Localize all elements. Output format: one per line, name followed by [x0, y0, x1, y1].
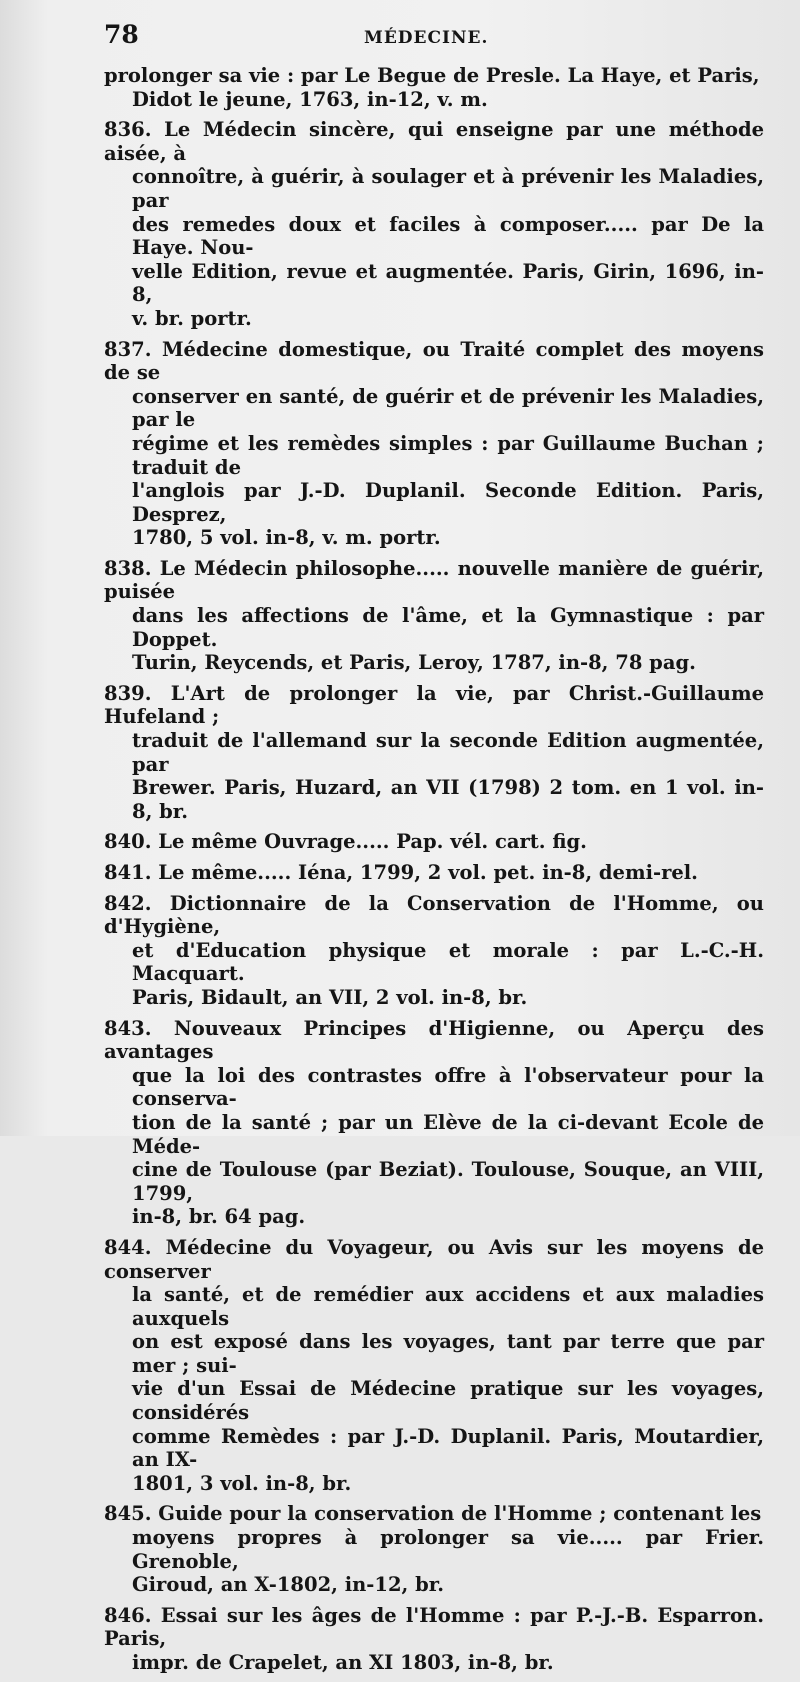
entry-line: Brewer. Paris, Huzard, an VII (1798) 2 tom. en 1 vol. in-8, br. [132, 776, 764, 823]
entry-list [104, 118, 764, 1674]
entry-line: traduit de l'allemand sur la seconde Edition augmentée, par [132, 729, 764, 776]
entry-line: régime et les remèdes simples : par Guillaume Buchan ; traduit de [132, 431, 764, 479]
entry-number: 844. [104, 1235, 152, 1259]
entry-line: Giroud, an X-1802, in-12, br. [132, 1573, 445, 1597]
entry-line [104, 557, 764, 604]
entry-line: on est exposé dans les voyages, tant par terre que par mer ; sui- [132, 1330, 764, 1377]
entry-line [104, 118, 764, 165]
entry-number: 839. [104, 681, 152, 705]
entry-line: 1801, 3 vol. in-8, br. [132, 1471, 352, 1495]
catalog-entry [104, 682, 764, 824]
entry-number: 842. [104, 891, 152, 915]
entry-line [104, 682, 764, 729]
entry-line [104, 338, 764, 385]
entry-line: comme Remèdes : par J.-D. Duplanil. Paris, Moutardier, an IX- [132, 1424, 764, 1472]
entry-text: Le Médecin sincère, qui enseigne par une méthode aisée, à [104, 118, 764, 165]
entry-line: dans les affections de l'âme, et la Gymnastique : par Doppet. [132, 604, 764, 651]
entry-line: connoître, à guérir, à soulager et à prévenir les Maladies, par [132, 165, 764, 212]
catalog-entry [104, 830, 764, 854]
entry-number: 846. [104, 1603, 152, 1627]
entry-line: velle Edition, revue et augmentée. Paris, Girin, 1696, in-8, [132, 259, 764, 307]
entry-line: v. br. portr. [132, 306, 252, 330]
entry-text: Le même..... Iéna, 1799, 2 vol. pet. in-8, demi-rel. [158, 861, 698, 884]
entry-number: 843. [104, 1016, 152, 1040]
catalog-entry [104, 338, 764, 550]
entry-text: Le Médecin philosophe..... nouvelle manière de guérir, puisée [104, 556, 764, 604]
catalog-entry [104, 892, 764, 1010]
entry-text: Médecine domestique, ou Traité complet des moyens de se [104, 337, 764, 385]
entry-line: que la loi des contrastes offre à l'observateur pour la conserva- [132, 1063, 764, 1111]
catalog-entry [104, 1604, 764, 1675]
entry-line [104, 1604, 764, 1651]
entry-number: 841. [104, 861, 152, 884]
entry-line: vie d'un Essai de Médecine pratique sur les voyages, considérés [132, 1377, 764, 1425]
entry-text: Médecine du Voyageur, ou Avis sur les moyens de conserver [104, 1235, 765, 1283]
entry-line [104, 1017, 764, 1064]
continuation-entry [104, 64, 764, 111]
page-header [104, 20, 764, 56]
entry-line: l'anglois par J.-D. Duplanil. Seconde Edition. Paris, Desprez, [132, 479, 764, 526]
entry-number: 838. [104, 556, 152, 580]
running-head: MÉDECINE. [364, 28, 489, 48]
entry-text: Guide pour la conservation de l'Homme ; contenant les [158, 1502, 762, 1526]
entry-text: Le même Ouvrage..... Pap. vél. cart. fig. [158, 830, 587, 854]
entry-line [104, 892, 764, 939]
entry-text: L'Art de prolonger la vie, par Christ.-Guillaume Hufeland ; [104, 681, 765, 729]
catalog-entry [104, 1017, 764, 1229]
entry-line: la santé, et de remédier aux accidens et aux maladies auxquels [132, 1283, 764, 1330]
entry-line: tion de la santé ; par un Elève de la ci-devant Ecole de Méde- [132, 1110, 764, 1158]
entry-line [104, 1236, 764, 1283]
entry-number: 836. [104, 118, 152, 142]
entry-line: moyens propres à prolonger sa vie..... par Frier. Grenoble, [132, 1526, 764, 1573]
entry-line: 1780, 5 vol. in-8, v. m. portr. [132, 526, 441, 550]
entry-line: impr. de Crapelet, an XI 1803, in-8, br. [132, 1651, 554, 1674]
entry-number: 837. [104, 337, 152, 361]
entry-line: cine de Toulouse (par Beziat). Toulouse, Souque, an VIII, 1799, [132, 1158, 764, 1205]
entry-line: in-8, br. 64 pag. [132, 1205, 306, 1229]
entry-line: et d'Education physique et morale : par L.-C.-H. Macquart. [132, 938, 764, 986]
entry-line: des remedes doux et faciles à composer..... par De la Haye. Nou- [132, 212, 764, 260]
entry-line [104, 1502, 764, 1526]
entry-line: Paris, Bidault, an VII, 2 vol. in-8, br. [132, 985, 528, 1009]
entry-line: Turin, Reycends, et Paris, Leroy, 1787, in-8, 78 pag. [132, 651, 696, 675]
catalog-entry [104, 118, 764, 330]
entry-line: conserver en santé, de guérir et de prévenir les Maladies, par le [132, 384, 764, 432]
entry-number: 840. [104, 830, 152, 854]
catalog-entry [104, 1502, 764, 1596]
entry-text: Nouveaux Principes d'Higienne, ou Aperçu des avantages [104, 1016, 764, 1064]
entry-line: Didot le jeune, 1763, in-12, v. m. [132, 87, 488, 111]
entry-text: Essai sur les âges de l'Homme : par P.-J.-B. Esparron. Paris, [104, 1603, 764, 1651]
catalog-body [104, 64, 764, 1682]
entry-line [104, 861, 764, 885]
page-number: 78 [104, 20, 139, 49]
entry-number: 845. [104, 1502, 152, 1526]
entry-text: Dictionnaire de la Conservation de l'Homme, ou d'Hygiène, [104, 891, 764, 939]
catalog-entry [104, 861, 764, 885]
catalog-entry [104, 557, 764, 675]
entry-line [104, 830, 764, 854]
entry-line: prolonger sa vie : par Le Begue de Presle. La Haye, et Paris, [104, 64, 760, 87]
catalog-entry [104, 1236, 764, 1496]
